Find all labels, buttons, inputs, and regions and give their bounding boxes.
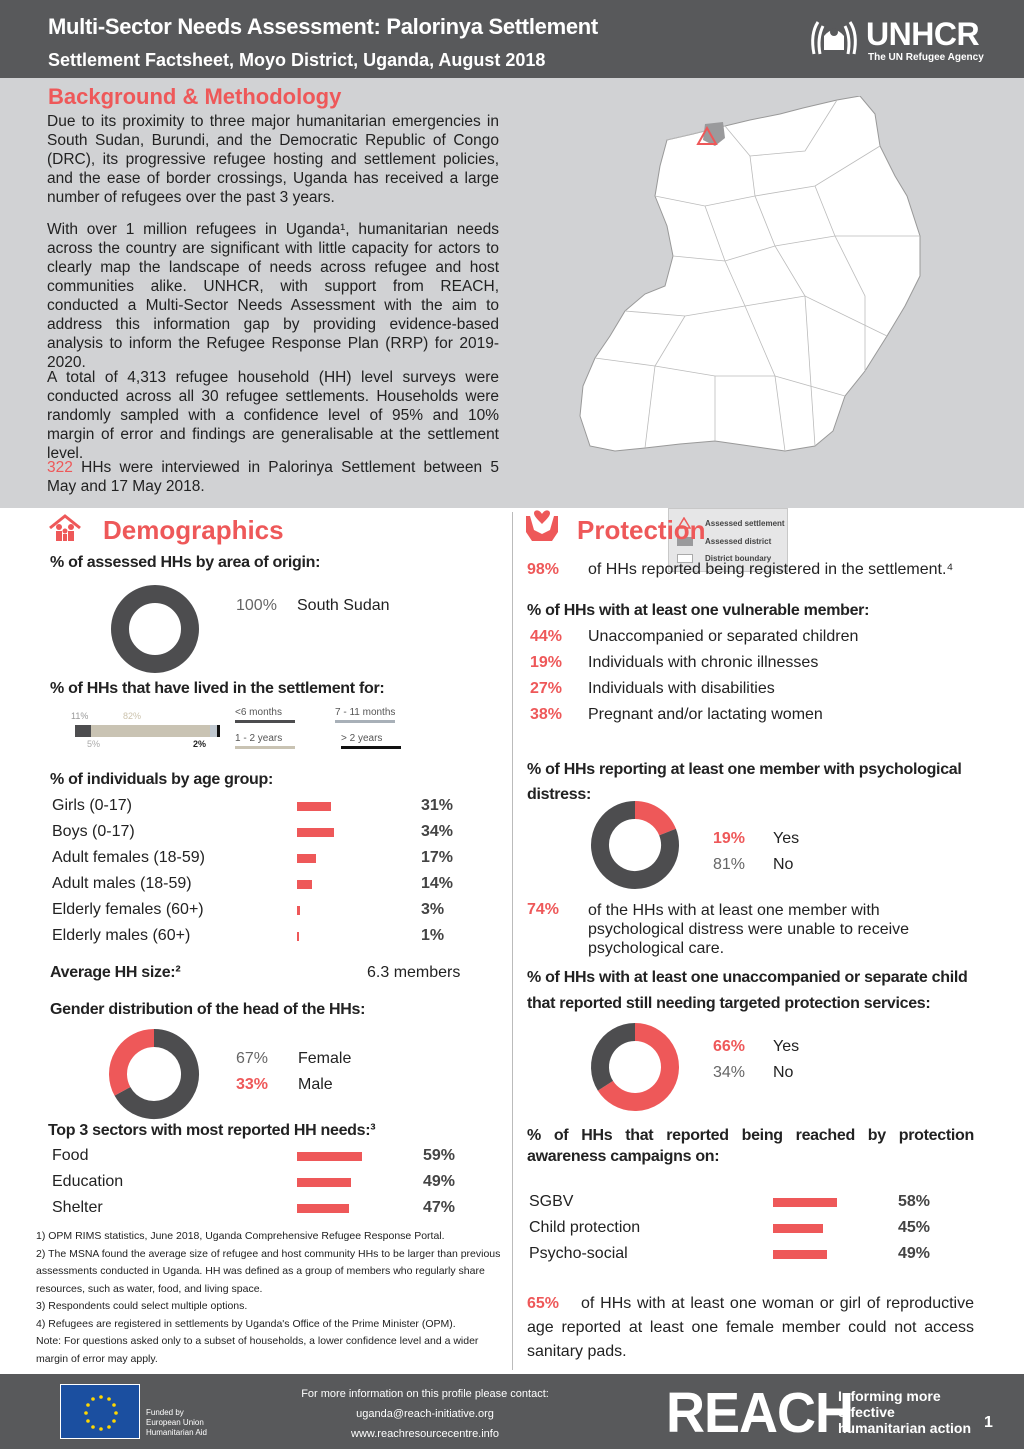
reach-tagline: Informing more effective humanitarian action	[838, 1388, 972, 1436]
duration-segment	[217, 725, 220, 737]
age-group-name: Elderly females (60+)	[52, 901, 204, 918]
duration-label-2: 5%	[87, 739, 101, 749]
vulnerable-name: Unaccompanied or separated children	[588, 628, 859, 645]
need-bar	[297, 1152, 362, 1161]
unhcr-tagline: The UN Refugee Agency	[868, 52, 984, 63]
unhcr-name: UNHCR	[866, 16, 980, 52]
need-name: Shelter	[52, 1199, 103, 1216]
footer	[0, 1374, 1024, 1449]
campaign-bar	[773, 1250, 827, 1259]
reach-logo: REACH	[666, 1381, 854, 1445]
page-number: 1	[984, 1414, 993, 1431]
vulnerable-name: Individuals with disabilities	[588, 680, 775, 697]
footnote-3: 3) Respondents could select multiple options.	[36, 1300, 248, 1312]
background-title: Background & Methodology	[48, 84, 342, 109]
eu-flag	[60, 1384, 140, 1439]
age-group-pct: 3%	[421, 901, 445, 918]
campaign-bar	[773, 1224, 823, 1233]
campaign-pct: 58%	[898, 1193, 931, 1210]
pads-pct: 65%	[527, 1295, 560, 1312]
duration-segment	[91, 725, 210, 737]
distress-yes-name: Yes	[773, 830, 800, 847]
need-bar	[297, 1178, 351, 1187]
age-group-name: Adult females (18-59)	[52, 849, 205, 866]
footnotes	[36, 1228, 506, 1368]
page-subtitle: Settlement Factsheet, Moyo District, Uganda, August 2018	[48, 50, 546, 70]
duration-legend-label: 7 - 11 months	[335, 707, 396, 718]
distress-yes-pct: 19%	[713, 830, 746, 847]
origin-name: South Sudan	[297, 597, 390, 614]
footnote-note: Note: For questions asked only to a subset of households, a lower confidence level and a wider margin of error may apply.	[36, 1335, 479, 1365]
registered-text: of HHs reported being registered in the settlement.⁴	[588, 561, 954, 578]
unhcr-logo	[808, 14, 998, 68]
uasc-slice-1	[600, 1032, 635, 1086]
distress-label: % of HHs reporting at least one member with psychological distress:	[527, 761, 962, 803]
pads-statement	[527, 1292, 974, 1364]
footnote-2: 2) The MSNA found the average size of refugee and host community HHs to be larger than previous assessments conducted in Uganda. HH was defined as a group of members who regularly share resources, such as water, food, and living space.	[36, 1247, 501, 1295]
duration-segment	[75, 725, 91, 737]
duration-legend-swatch	[235, 746, 295, 749]
eu-funding-text: Funded by European Union Humanitarian Aid	[146, 1408, 207, 1437]
eu-stars-icon	[61, 1385, 141, 1440]
pads-text: of HHs with at least one woman or girl of reproductive age reported at least one female member could not access sanitary pads.	[527, 1295, 974, 1360]
duration-label: % of HHs that have lived in the settlement for:	[50, 680, 385, 697]
interviewed-count: 322	[47, 459, 73, 476]
vulnerable-pct: 19%	[530, 654, 563, 671]
uasc-no-name: No	[773, 1064, 794, 1081]
need-pct: 59%	[423, 1147, 456, 1164]
duration-legend-swatch	[335, 720, 395, 723]
vulnerable-name: Individuals with chronic illnesses	[588, 654, 819, 671]
uasc-donut	[590, 1022, 680, 1112]
age-group-pct: 31%	[421, 797, 454, 814]
hands-heart-icon	[524, 510, 560, 542]
background-para-2: With over 1 million refugees in Uganda¹, humanitarian needs across the country are significant with little capacity for actors to clearly map the landscape of needs across refugee and host communities alike. UNHCR, with support from REACH, conducted a Multi-Sector Needs Assessment with the aim to address this information gap by providing evidence-based analysis to inform the Refugee Response Plan (RRP) for 2019-2020.	[47, 221, 499, 371]
age-group-name: Adult males (18-59)	[52, 875, 192, 892]
campaign-pct: 45%	[898, 1219, 931, 1236]
campaign-name: Child protection	[529, 1219, 641, 1236]
duration-label-0: 11%	[71, 711, 89, 721]
age-group-bar	[297, 906, 300, 915]
duration-segment	[210, 725, 217, 737]
gender-male-pct: 33%	[236, 1076, 269, 1093]
campaign-name: Psycho-social	[529, 1245, 628, 1262]
page-title: Multi-Sector Needs Assessment: Palorinya Settlement	[48, 14, 598, 39]
distress-slice-0	[635, 810, 668, 832]
uasc-no-pct: 34%	[713, 1064, 746, 1081]
header-banner	[0, 0, 1024, 78]
distress-donut	[590, 800, 680, 890]
contact-block	[290, 1384, 560, 1444]
age-group-pct: 14%	[421, 875, 454, 892]
distress-no-pct: 81%	[713, 856, 746, 873]
duration-legend-label: 1 - 2 years	[235, 733, 283, 744]
vulnerable-pct: 38%	[530, 706, 563, 723]
care-text: of the HHs with at least one member with psychological distress were unable to receive psychological care.	[588, 902, 910, 957]
background-para-1: Due to its proximity to three major humanitarian emergencies in South Sudan, Burundi, and the Democratic Republic of Congo (DRC), its progressive refugee hosting and settlement policies, and the ease of border crossings, Uganda has received a large number of refugees over the past 3 years.	[47, 113, 499, 206]
footnote-1: 1) OPM RIMS statistics, June 2018, Uganda Comprehensive Refugee Response Portal.	[36, 1230, 445, 1242]
age-label: % of individuals by age group:	[50, 771, 274, 788]
duration-chart	[55, 705, 425, 755]
age-group-name: Boys (0-17)	[52, 823, 135, 840]
age-group-name: Elderly males (60+)	[52, 927, 191, 944]
duration-label-1: 82%	[123, 711, 142, 721]
duration-label-3: 2%	[193, 739, 207, 749]
need-name: Education	[52, 1173, 124, 1190]
footnote-4: 4) Refugees are registered in settlements by Uganda's Office of the Prime Minister (OPM).	[36, 1317, 456, 1330]
contact-label: For more information on this profile please contact:	[301, 1388, 549, 1400]
protection-title: Protection	[577, 515, 706, 545]
gender-slice-1	[118, 1038, 154, 1091]
care-pct: 74%	[527, 901, 560, 918]
age-group-bar	[297, 828, 334, 837]
family-icon	[48, 514, 82, 542]
vulnerable-pct: 44%	[530, 628, 563, 645]
age-group-name: Girls (0-17)	[52, 797, 133, 814]
contact-email[interactable]: uganda@reach-initiative.org	[356, 1408, 494, 1420]
vulnerable-pct: 27%	[530, 680, 563, 697]
age-group-bar	[297, 880, 312, 889]
uasc-label: % of HHs with at least one unaccompanied or separate child that reported still needing targeted protection services:	[527, 969, 968, 1012]
uasc-yes-pct: 66%	[713, 1038, 746, 1055]
distress-no-name: No	[773, 856, 794, 873]
origin-pct: 100%	[236, 597, 277, 614]
need-bar	[297, 1204, 349, 1213]
age-group-bar	[297, 802, 331, 811]
duration-legend-label: > 2 years	[341, 733, 383, 744]
gender-donut	[108, 1028, 200, 1120]
uasc-yes-name: Yes	[773, 1038, 800, 1055]
need-pct: 47%	[423, 1199, 456, 1216]
campaign-bar	[773, 1198, 837, 1207]
gender-female-name: Female	[298, 1050, 352, 1067]
origin-label: % of assessed HHs by area of origin:	[50, 554, 321, 571]
campaign-pct: 49%	[898, 1245, 931, 1262]
duration-legend-swatch	[341, 746, 401, 749]
hh-size-label: Average HH size:²	[50, 964, 181, 981]
need-name: Food	[52, 1147, 89, 1164]
gender-male-name: Male	[298, 1076, 333, 1093]
unhcr-emblem-icon	[808, 14, 860, 62]
uganda-map	[575, 96, 925, 516]
column-divider	[512, 512, 513, 1370]
gender-label: Gender distribution of the head of the HHs:	[50, 1001, 366, 1018]
vulnerable-name: Pregnant and/or lactating women	[588, 706, 823, 723]
demographics-title: Demographics	[103, 515, 284, 545]
age-group-pct: 17%	[421, 849, 454, 866]
map-legend: Assessed settlement Assessed district District boundary	[668, 508, 788, 572]
hh-size-value: 6.3 members	[367, 964, 461, 981]
age-group-pct: 34%	[421, 823, 454, 840]
origin-donut	[110, 584, 200, 674]
duration-legend-label: <6 months	[235, 707, 282, 718]
campaign-name: SGBV	[529, 1193, 574, 1210]
needs-label: Top 3 sectors with most reported HH needs:³	[48, 1122, 376, 1139]
duration-legend-swatch	[235, 720, 295, 723]
vulnerable-label: % of HHs with at least one vulnerable member:	[527, 602, 870, 619]
age-group-pct: 1%	[421, 927, 445, 944]
campaign-label: % of HHs that reported being reached by protection awareness campaigns on:	[527, 1127, 974, 1165]
background-para-4: 322 HHs were interviewed in Palorinya Settlement between 5 May and 17 May 2018.	[47, 459, 499, 495]
background-para-3: A total of 4,313 refugee household (HH) level surveys were conducted across all 30 refugee settlements. Households were randomly sampled with a confidence level of 95% and 10% margin of error and findings are generalisable at the settlement level.	[47, 369, 499, 462]
gender-female-pct: 67%	[236, 1050, 269, 1067]
contact-website[interactable]: www.reachresourcecentre.info	[351, 1428, 499, 1440]
registered-pct: 98%	[527, 561, 560, 578]
need-pct: 49%	[423, 1173, 456, 1190]
age-group-bar	[297, 854, 316, 863]
age-group-bar	[297, 932, 299, 941]
